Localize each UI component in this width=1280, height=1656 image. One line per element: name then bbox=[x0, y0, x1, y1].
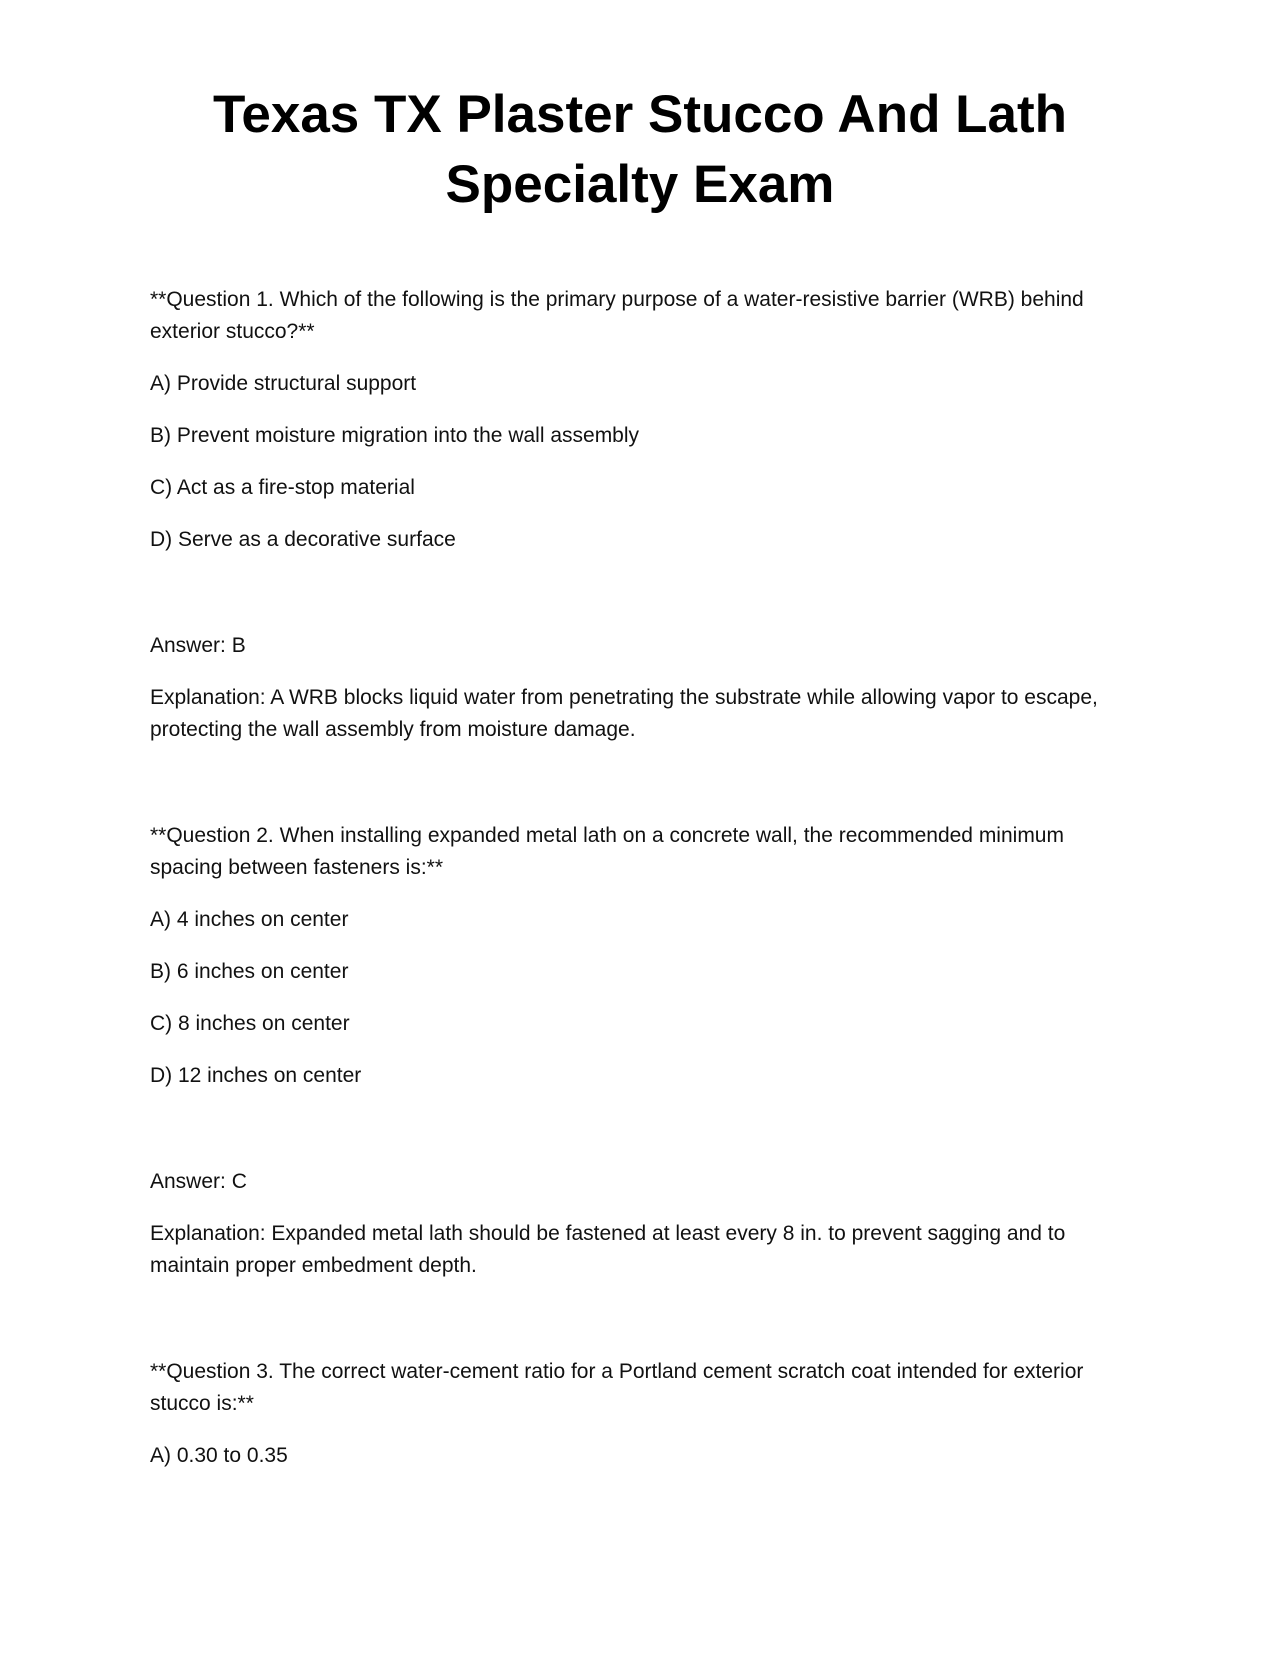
question-1-option-d: D) Serve as a decorative surface bbox=[150, 528, 456, 551]
document-title bbox=[0, 80, 1280, 220]
question-3-option-a: A) 0.30 to 0.35 bbox=[150, 1444, 288, 1467]
title-line-2: Specialty Exam bbox=[445, 155, 835, 214]
question-3-text: **Question 3. The correct water-cement ratio for a Portland cement scratch coat intended for exterior bbox=[150, 1360, 1084, 1383]
title-line-1: Texas TX Plaster Stucco And Lath bbox=[212, 85, 1068, 144]
question-2-text: **Question 2. When installing expanded metal lath on a concrete wall, the recommended minimum bbox=[150, 824, 1064, 847]
question-2-explanation-cont: maintain proper embedment depth. bbox=[150, 1254, 477, 1277]
question-1-answer: Answer: B bbox=[150, 634, 246, 657]
question-2-option-a: A) 4 inches on center bbox=[150, 908, 349, 931]
question-1-option-c: C) Act as a fire-stop material bbox=[150, 476, 415, 499]
question-2-option-d: D) 12 inches on center bbox=[150, 1064, 362, 1087]
question-2-text-cont: spacing between fasteners is:** bbox=[150, 856, 444, 879]
question-1-option-a: A) Provide structural support bbox=[150, 372, 417, 395]
question-1-text-cont: exterior stucco?** bbox=[150, 320, 315, 343]
question-1-text: **Question 1. Which of the following is the primary purpose of a water-resistive barrier (WRB) behind bbox=[150, 288, 1084, 311]
question-2-option-c: C) 8 inches on center bbox=[150, 1012, 350, 1035]
question-2-explanation: Explanation: Expanded metal lath should be fastened at least every 8 in. to prevent sagging and to bbox=[150, 1222, 1066, 1245]
question-1-explanation-cont: protecting the wall assembly from moisture damage. bbox=[150, 718, 636, 741]
question-2-answer: Answer: C bbox=[150, 1170, 247, 1193]
question-1-option-b: B) Prevent moisture migration into the wall assembly bbox=[150, 424, 640, 447]
question-2-option-b: B) 6 inches on center bbox=[150, 960, 349, 983]
question-1-explanation: Explanation: A WRB blocks liquid water from penetrating the substrate while allowing vapor to escape, bbox=[150, 686, 1098, 709]
question-3-text-cont: stucco is:** bbox=[150, 1392, 254, 1415]
